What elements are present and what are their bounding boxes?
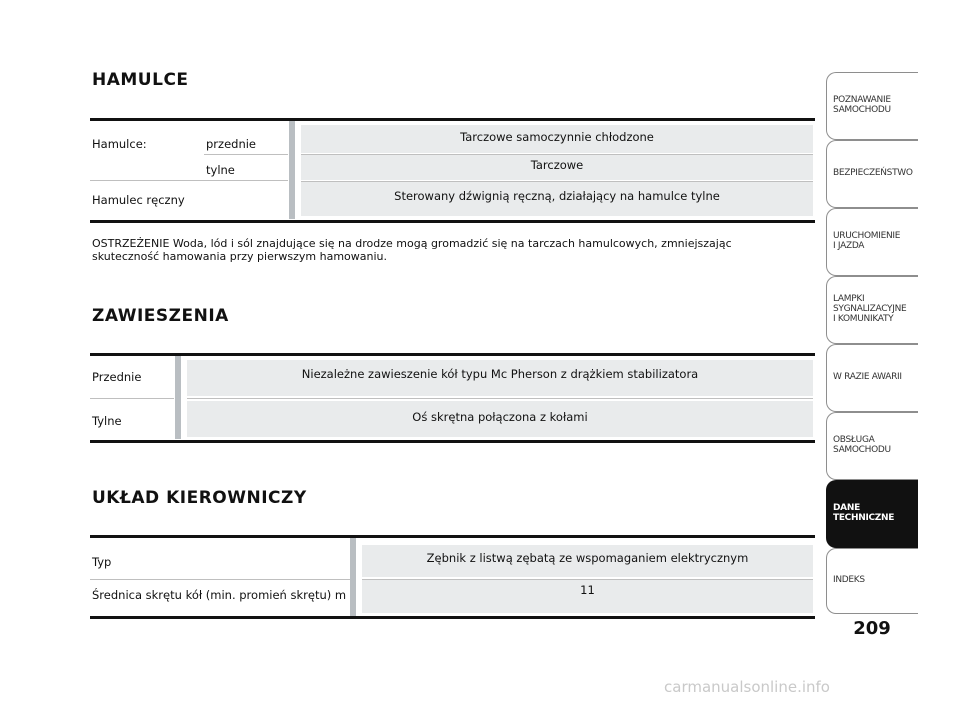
column-separator <box>289 121 295 219</box>
suspension-rear-label: Tylne <box>92 414 122 428</box>
tab-obsluga-samochodu[interactable]: OBSŁUGA SAMOCHODU <box>826 412 918 480</box>
steering-type-value: Zębnik z listwą zębatą ze wspomaganiem elektrycznym <box>362 545 813 577</box>
divider <box>90 398 174 399</box>
steering-type-label: Typ <box>92 555 112 569</box>
tab-bezpieczenstwo[interactable]: BEZPIECZEŃSTWO <box>826 140 918 208</box>
handbrake-value: Sterowany dźwignią ręczną, działający na hamulce tylne <box>301 182 813 216</box>
page-number: 209 <box>853 618 891 639</box>
divider <box>187 398 813 399</box>
brakes-front-value: Tarczowe samoczynnie chłodzone <box>301 125 813 153</box>
table-bottom-rule <box>90 440 815 443</box>
tab-poznawanie-samochodu[interactable]: POZNAWANIE SAMOCHODU <box>826 72 918 140</box>
tab-dane-techniczne[interactable]: DANE TECHNICZNE <box>826 480 918 548</box>
brakes-warning: OSTRZEŻENIE Woda, lód i sól znajdujące się na drodze mogą gromadzić się na tarczach hamulcowych, zmniejszając skuteczność hamowania przy pierwszym hamowaniu. <box>92 237 732 264</box>
tab-uruchomienie-i-jazda[interactable]: URUCHOMIENIE I JAZDA <box>826 208 918 276</box>
column-separator <box>175 356 181 439</box>
steering-diameter-label: Średnica skrętu kół (min. promień skrętu) m <box>92 588 347 602</box>
brakes-rear-label: tylne <box>206 163 235 177</box>
steering-diameter-value: 11 <box>362 580 813 613</box>
table-top-rule <box>90 535 815 538</box>
suspension-rear-value: Oś skrętna połączona z kołami <box>187 401 813 437</box>
brakes-rear-value: Tarczowe <box>301 155 813 180</box>
handbrake-label: Hamulec ręczny <box>92 193 185 207</box>
table-top-rule <box>90 353 815 356</box>
suspension-front-value: Niezależne zawieszenie kół typu Mc Pherson z drążkiem stabilizatora <box>187 360 813 396</box>
divider <box>90 180 288 181</box>
watermark-link[interactable]: carmanualsonline.info <box>664 678 830 696</box>
section-title-steering: UKŁAD KIEROWNICZY <box>92 488 307 508</box>
suspension-front-label: Przednie <box>92 370 142 384</box>
tab-lampki-sygnalizacyjne[interactable]: LAMPKI SYGNALIZACYJNE I KOMUNIKATY <box>826 276 918 344</box>
divider <box>204 154 288 155</box>
brakes-label: Hamulce: <box>92 137 147 151</box>
section-title-suspension: ZAWIESZENIA <box>92 306 229 326</box>
tab-w-razie-awarii[interactable]: W RAZIE AWARII <box>826 344 918 412</box>
divider <box>90 579 350 580</box>
table-bottom-rule <box>90 220 815 223</box>
brakes-front-label: przednie <box>206 137 256 151</box>
tab-indeks[interactable]: INDEKS <box>826 548 918 614</box>
column-separator <box>350 538 356 616</box>
section-title-brakes: HAMULCE <box>92 70 189 90</box>
table-bottom-rule <box>90 616 815 619</box>
table-top-rule <box>90 118 815 121</box>
